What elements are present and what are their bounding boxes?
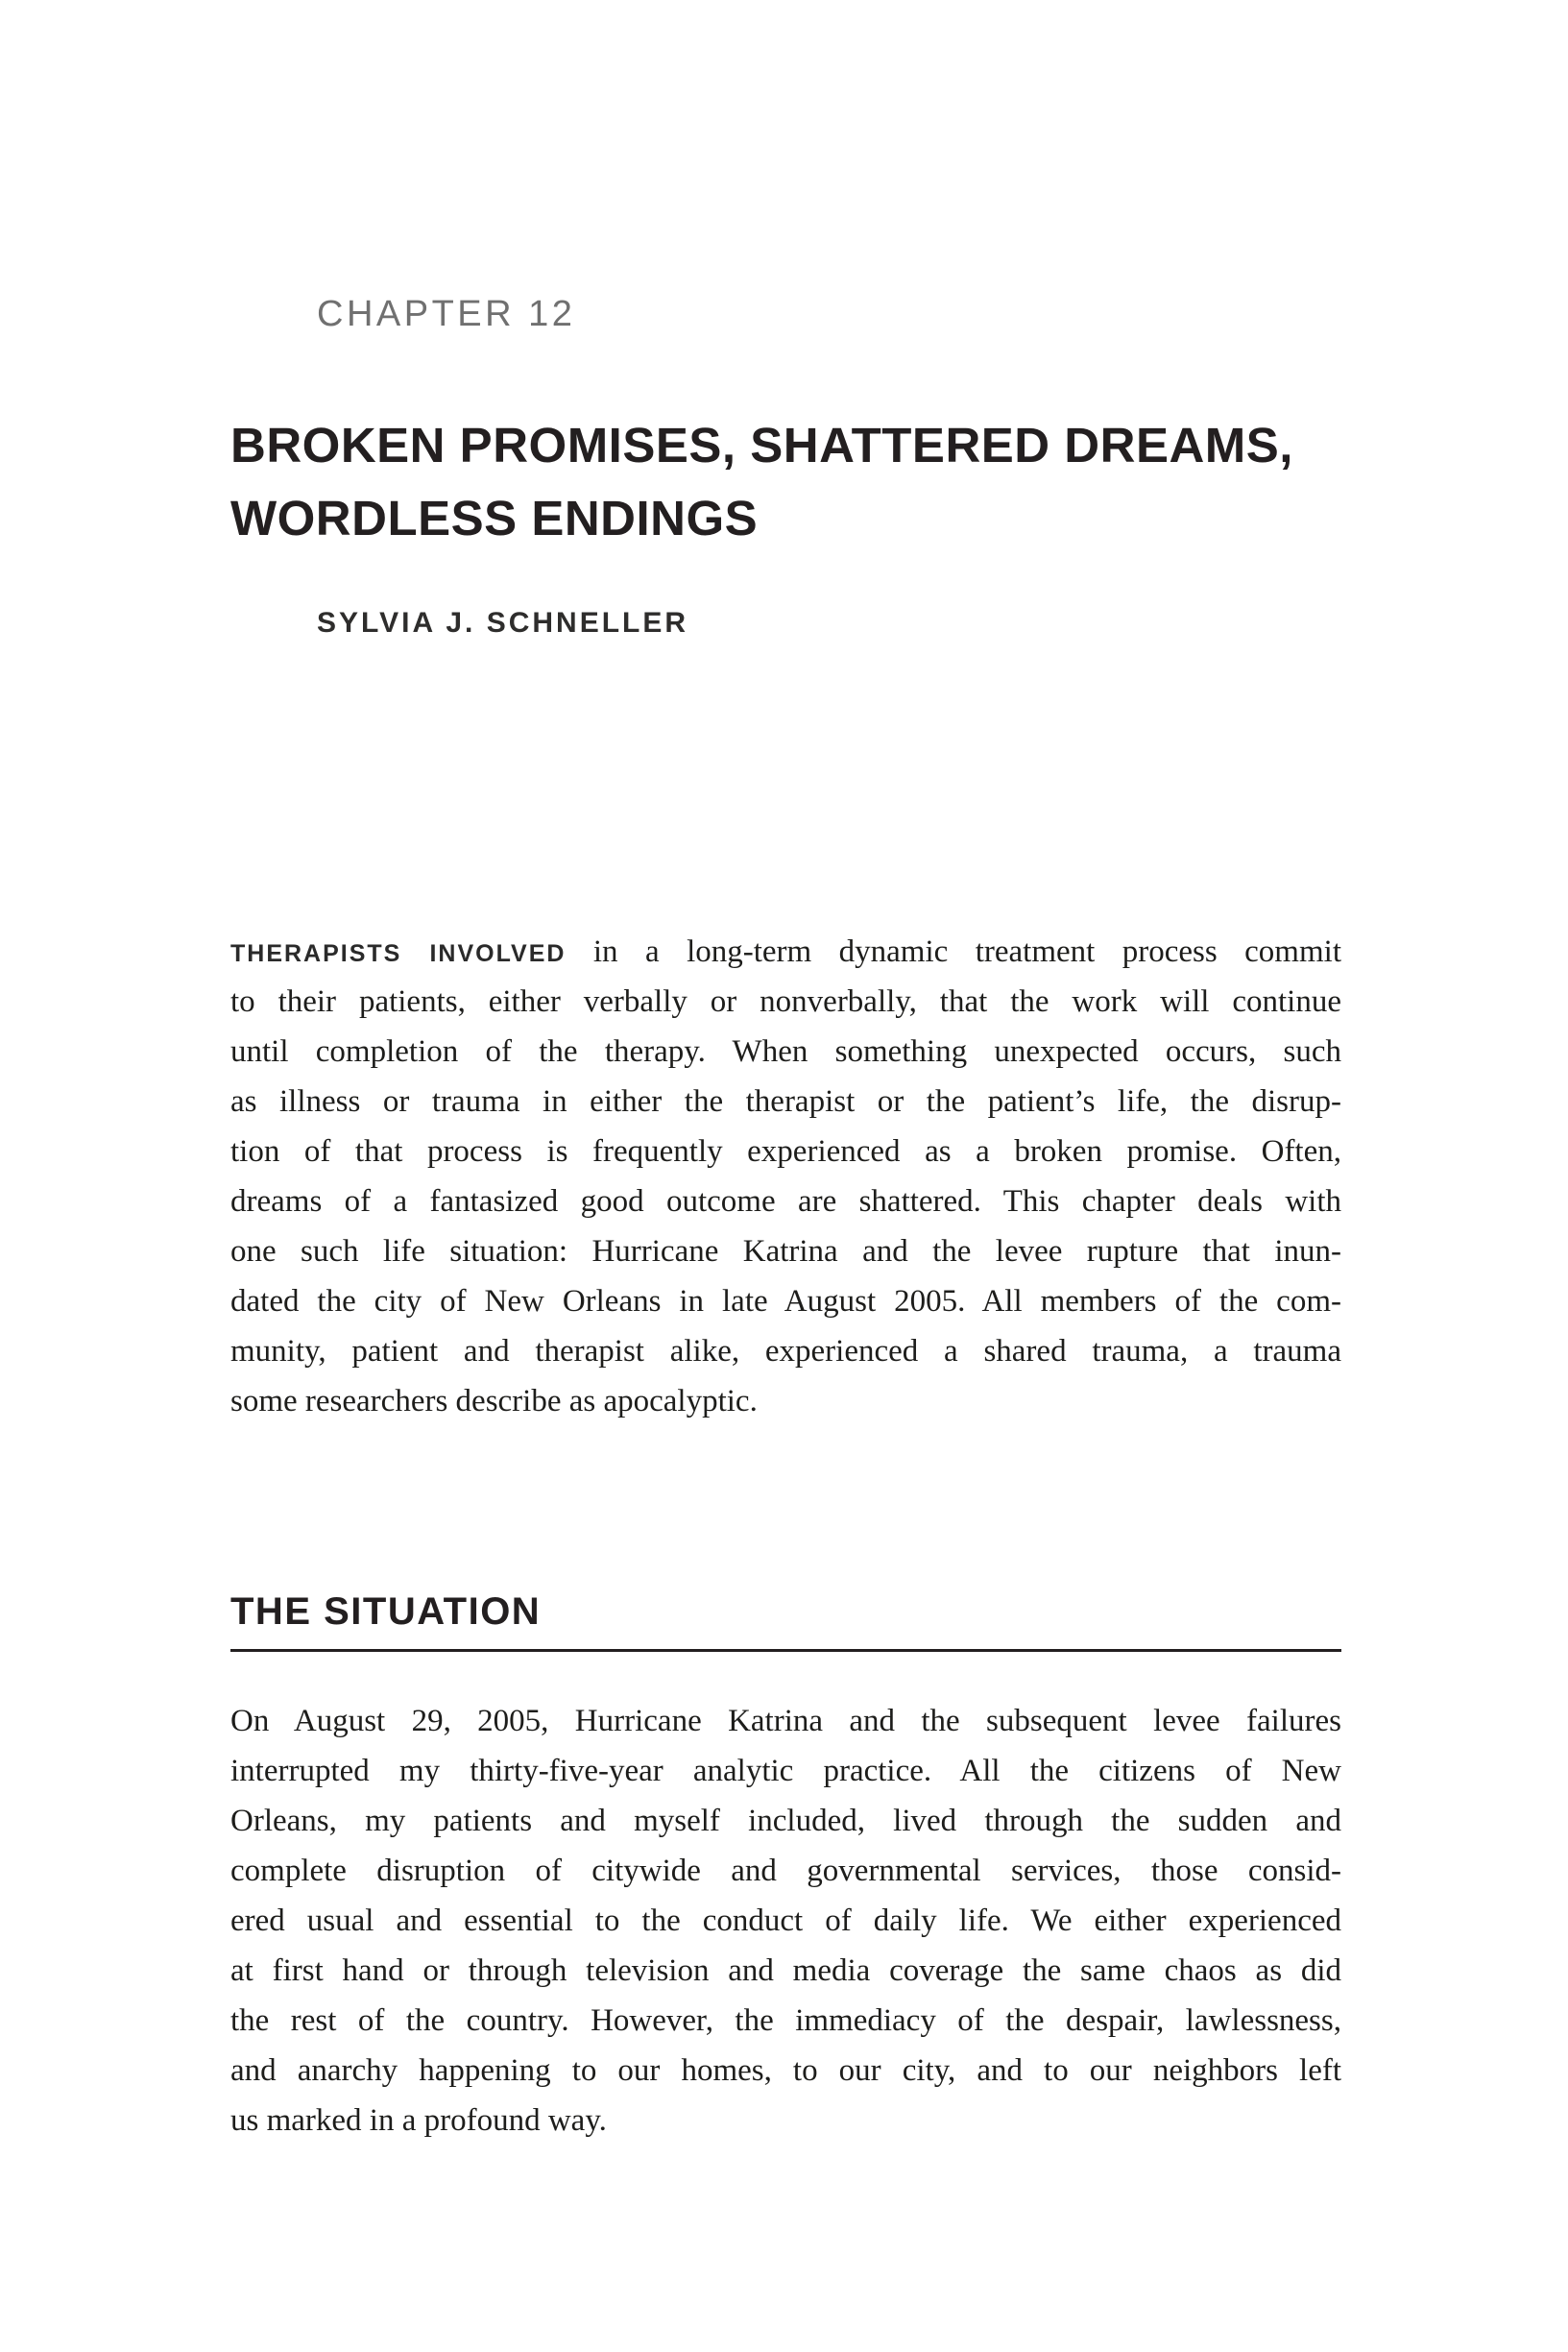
text-line: complete disruption of citywide and governmental services, those consid- xyxy=(230,1854,1341,1888)
intro-paragraph xyxy=(230,927,1341,1426)
text-line: ered usual and essential to the conduct of daily life. We either experienced xyxy=(230,1903,1341,1938)
situation-paragraph xyxy=(230,1696,1341,2146)
text-line: interrupted my thirty-five-year analytic practice. All the citizens of New xyxy=(230,1754,1341,1788)
chapter-label: CHAPTER 12 xyxy=(317,294,576,334)
text-line: until completion of the therapy. When something unexpected occurs, such xyxy=(230,1034,1341,1069)
text-line: at first hand or through television and media coverage the same chaos as did xyxy=(230,1953,1341,1988)
text-line: to their patients, either verbally or nonverbally, that the work will continue xyxy=(230,984,1341,1019)
text-line: some researchers describe as apocalyptic. xyxy=(230,1384,758,1418)
text-line: munity, patient and therapist alike, experienced a shared trauma, a trauma xyxy=(230,1334,1341,1369)
text-line: tion of that process is frequently experienced as a broken promise. Often, xyxy=(230,1134,1341,1169)
text-line: us marked in a profound way. xyxy=(230,2103,607,2138)
text-line: the rest of the country. However, the immediacy of the despair, lawlessness, xyxy=(230,2003,1341,2038)
chapter-title xyxy=(230,409,1431,555)
text-line: Orleans, my patients and myself included, lived through the sudden and xyxy=(230,1804,1341,1838)
text-line: and anarchy happening to our homes, to our city, and to our neighbors left xyxy=(230,2053,1341,2088)
author-name: SYLVIA J. SCHNELLER xyxy=(317,607,689,639)
chapter-title-line-2: WORDLESS ENDINGS xyxy=(230,491,759,546)
lead-in-small-caps: THERAPISTS INVOLVED xyxy=(230,940,567,967)
text-line: dated the city of New Orleans in late August 2005. All members of the com- xyxy=(230,1284,1341,1319)
text-line: as illness or trauma in either the therapist or the patient’s life, the disrup- xyxy=(230,1084,1341,1119)
text-line: one such life situation: Hurricane Katrina and the levee rupture that inun- xyxy=(230,1234,1341,1269)
section-heading: THE SITUATION xyxy=(230,1590,542,1633)
section-divider-rule xyxy=(230,1649,1341,1652)
text-line: On August 29, 2005, Hurricane Katrina and the subsequent levee failures xyxy=(230,1704,1341,1738)
text-line: dreams of a fantasized good outcome are shattered. This chapter deals with xyxy=(230,1184,1341,1219)
text-line xyxy=(230,927,1341,977)
chapter-title-line-1: BROKEN PROMISES, SHATTERED DREAMS, xyxy=(230,418,1293,473)
text-line-rest: in a long-term dynamic treatment process commit xyxy=(566,934,1341,969)
